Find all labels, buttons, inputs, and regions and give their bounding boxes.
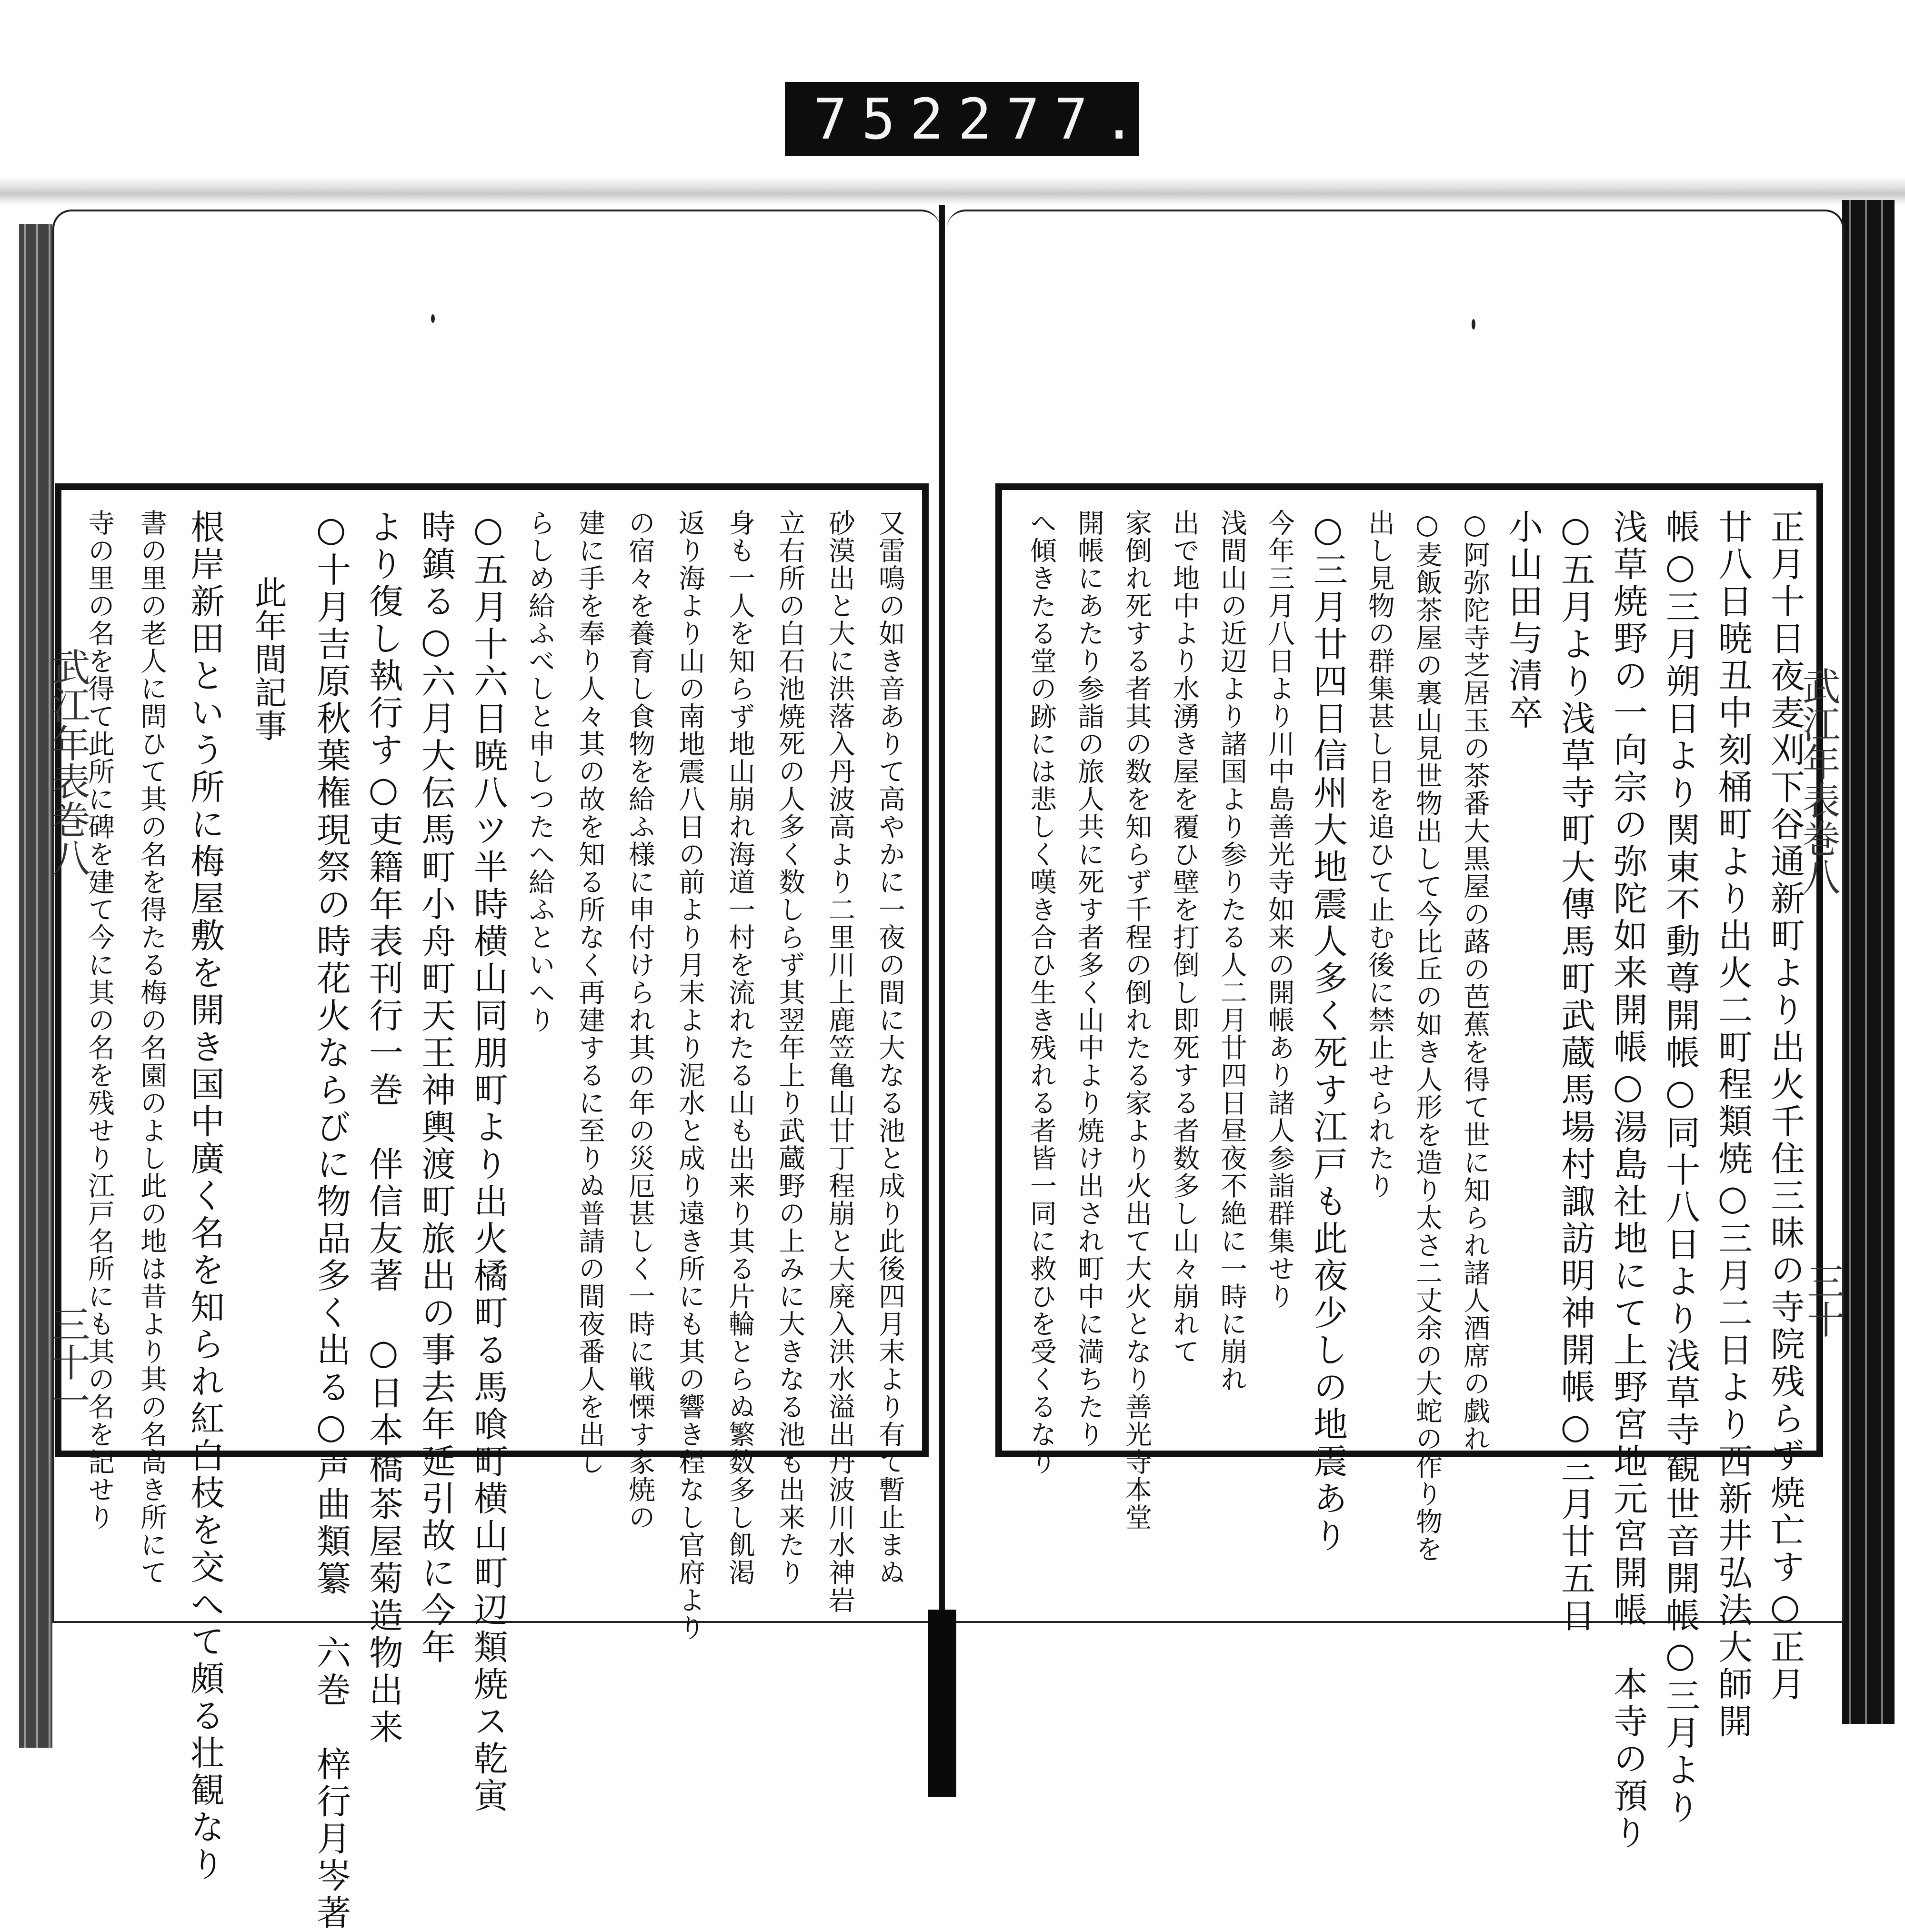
- left-column-6: の宿々を養育し食物を給ふ様に申付けられ其の年の災厄甚しく一時に戦慄す家焼の: [624, 509, 655, 1531]
- right-column-1: 正月十日夜麦刈下谷通新町より出火千住三昧の寺院残らず焼亡す○正月: [1765, 509, 1805, 1703]
- right-column-6: 小山田与清卒: [1503, 509, 1543, 732]
- right-column-13: 出で地中より水湧き屋を覆ひ壁を打倒し即死する者数多し山々崩れて: [1169, 509, 1200, 1365]
- left-column-2: 砂漠出と大に洪落入丹波高より二里川上鹿笠亀山廿丁程崩と大廃入洪水溢出丹波川水神岩: [824, 509, 855, 1614]
- right-column-14: 家倒れ死する者其の数を知らず千程の倒れたる家より火出て大火となり善光寺本堂: [1121, 509, 1152, 1531]
- left-column-8: らしめ給ふべしと申しつたへ給ふといへり: [524, 509, 555, 1034]
- left-column-1: 又雷鳴の如き音ありて高やかに一夜の間に大なる池と成り此後四月末より有て暫止まぬ: [874, 509, 905, 1586]
- right-column-3: 帳○三月朔日より関東不動尊開帳○同十八日より浅草寺観世音開帳○三月より: [1660, 509, 1700, 1826]
- left-column-12: ○十月吉原秋葉権現祭の時花火ならびに物品多く出る○声曲類纂 六巻 梓行月岑著: [311, 509, 351, 1932]
- left-text-frame: [55, 483, 929, 1932]
- binding-tab: [928, 1610, 956, 1797]
- film-label-left: 752: [813, 86, 958, 152]
- right-text-frame: [995, 483, 1823, 1852]
- right-column-2: 廿八日暁丑中刻桶町より出火二町程類焼○三月二日より西新井弘法大師開: [1713, 509, 1753, 1741]
- book-left-edge: [19, 224, 52, 1748]
- right-column-9: 出し見物の群集甚し日を追ひて止む後に禁止せられたり: [1364, 509, 1395, 1200]
- right-margin-title: 武江年表巻八: [1796, 667, 1840, 895]
- left-page-number: 三十一: [46, 1305, 90, 1419]
- left-column-13: 根岸新田という所に梅屋敷を開き国中廣く名を知られ紅白枝を交へて頗る壮観なり: [185, 509, 225, 1883]
- scan-speck: [1472, 319, 1475, 330]
- page-top-shadow: [0, 176, 1905, 205]
- left-column-4: 身も一人を知らず地山崩れ海道一村を流れたる山も出来り其る片輪とらぬ繁数多し飢渇: [724, 509, 755, 1586]
- scan-speck: [431, 314, 435, 323]
- right-page-number: 三十: [1801, 1262, 1845, 1338]
- right-column-4: 浅草焼野の一向宗の弥陀如来開帳○湯島社地にて上野宮地元宮開帳 本寺の預り: [1608, 509, 1648, 1852]
- left-section-heading: 此年間記事: [249, 576, 287, 742]
- left-column-9: ○五月十六日暁八ツ半時横山同朋町より出火橘町る馬喰町横山町辺類焼ス乾寅: [468, 509, 508, 1815]
- right-column-5: ○五月より浅草寺町大傳馬町武蔵馬場村諏訪明神開帳○三月廿五日: [1555, 509, 1595, 1635]
- left-column-7: 建に手を奉り人々其の故を知る所なく再建するに至りぬ普請の間夜番人を出し: [574, 509, 605, 1476]
- left-column-3: 立右所の白石池焼死の人多く数しらず其翌年上り武蔵野の上みに大きなる池も出来たり: [774, 509, 805, 1586]
- left-column-11: より復し執行す○吏籍年表刊行一巻 伴信友著 ○日本橋茶屋菊造物出来: [363, 509, 403, 1746]
- left-column-15: 寺の里の名を得て此所に碑を建て今に其の名を残せり江戸名所にも其の名を記せり: [84, 509, 115, 1531]
- right-column-7: ○阿弥陀寺芝居玉の茶番大黒屋の蕗の芭蕉を得て世に知られ諸人酒席の戯れ: [1459, 509, 1490, 1452]
- book-binding: [939, 205, 945, 1797]
- right-column-11: 今年三月八日より川中島善光寺如来の開帳あり諸人参詣群集せり: [1264, 509, 1295, 1310]
- book-right-edge: [1842, 200, 1895, 1724]
- left-column-14: 書の里の老人に問ひて其の名を得たる梅の名園のよし此の地は昔より其の名高き所にて: [136, 509, 167, 1586]
- right-column-12: 浅間山の近辺より諸国より参りたる人二月廿四日昼夜不絶に一時に崩れ: [1216, 509, 1247, 1393]
- right-column-15: 開帳にあたり参詣の旅人共に死す者多く山中より焼け出され町中に満ちたり: [1073, 509, 1104, 1448]
- right-column-16: へ傾きたる堂の跡には悲しく嘆き合ひ生き残れる者皆一同に救ひを受くるなり: [1026, 509, 1057, 1476]
- right-column-8: ○麦飯茶屋の裏山見世物出して今比丘の如き人形を造り太さ二丈余の大蛇の作り物を: [1412, 509, 1443, 1563]
- left-margin-title: 武江年表巻八: [46, 648, 90, 876]
- left-column-10: 時鎮る○六月大伝馬町小舟町天王神輿渡町旅出の事去年延引故に今年: [416, 509, 456, 1666]
- left-column-5: 返り海より山の南地震八日の前より月末より泥水と成り遠き所にも其の響き程なし官府より: [674, 509, 705, 1642]
- right-column-10: ○三月廿四日信州大地震人多く死す江戸も此夜少しの地震あり: [1308, 509, 1348, 1555]
- film-label: [785, 82, 1151, 156]
- film-label-right: 277.: [958, 86, 1151, 152]
